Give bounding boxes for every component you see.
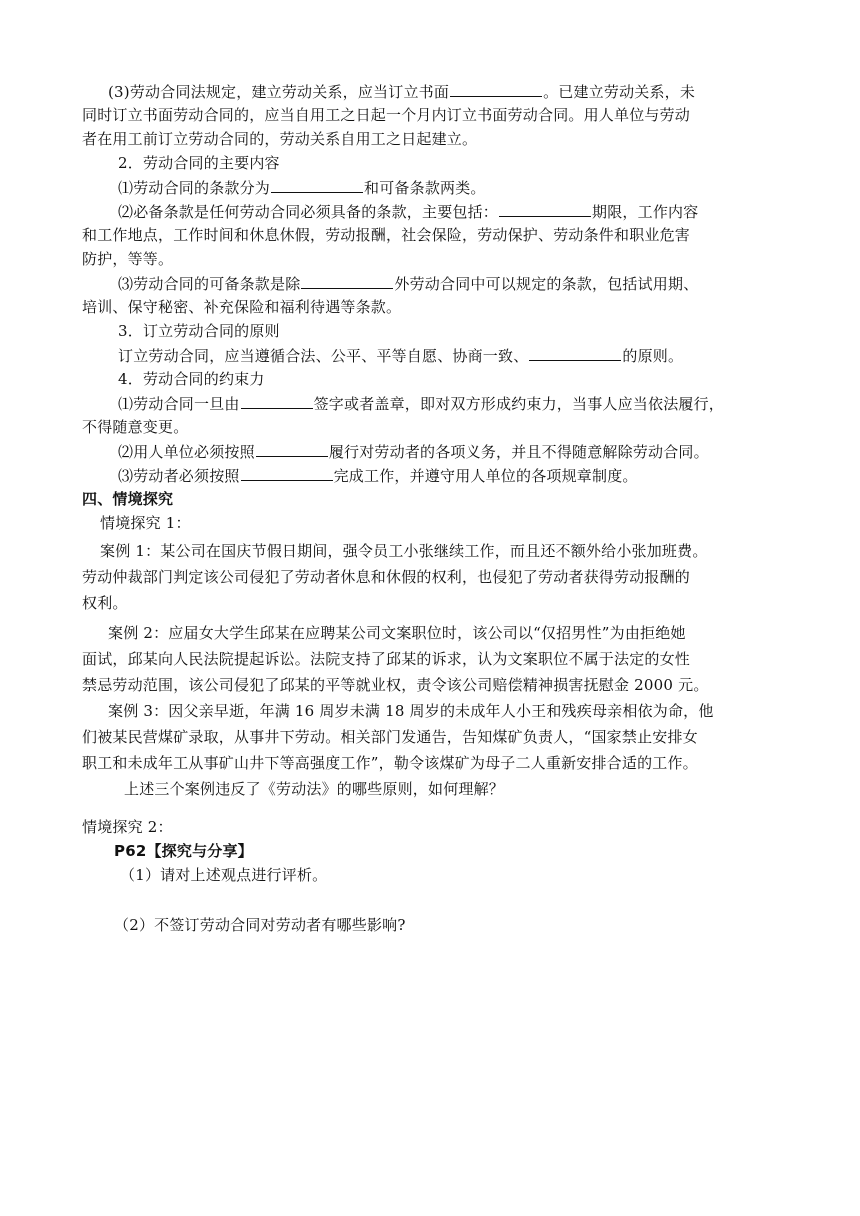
- paragraph-line: [118, 440, 709, 463]
- paragraph-line: [118, 464, 638, 487]
- text: 和可备条款两类。: [364, 179, 486, 197]
- fill-blank[interactable]: [499, 200, 591, 217]
- paragraph-line: 者在用工前订立劳动合同的，劳动关系自用工之日起建立。: [82, 130, 478, 148]
- text: 履行对劳动者的各项义务，并且不得随意解除劳动合同。: [328, 443, 709, 461]
- fill-blank[interactable]: [271, 176, 363, 193]
- text: ⑶劳动者必须按照: [118, 467, 240, 485]
- text: 完成工作，并遵守用人单位的各项规章制度。: [333, 467, 638, 485]
- text: ⑵用人单位必须按照: [118, 443, 255, 461]
- paragraph-line: 劳动仲裁部门判定该公司侵犯了劳动者休息和休假的权利，也侵犯了劳动者获得劳动报酬的: [82, 568, 691, 586]
- paragraph-line: 职工和未成年工从事矿山井下等高强度工作”，勒令该煤矿为母子二人重新安排合适的工作。: [82, 754, 698, 772]
- question-line: （1）请对上述观点进行评析。: [120, 866, 328, 884]
- text: ⑴劳动合同的条款分为: [118, 179, 271, 197]
- fill-blank[interactable]: [256, 440, 328, 457]
- fill-blank[interactable]: [241, 464, 333, 481]
- paragraph-line: 案例 3：因父亲早逝，年满 16 周岁未满 18 周岁的未成年人小王和残疾母亲相依为命，他: [108, 702, 714, 720]
- fill-blank[interactable]: [450, 80, 542, 97]
- paragraph-line: [118, 392, 724, 415]
- paragraph-line: 培训、保守秘密、补充保险和福利待遇等条款。: [82, 298, 402, 316]
- paragraph-line: [118, 176, 486, 199]
- paragraph-line: 们被某民营煤矿录取，从事井下劳动。相关部门发通告，告知煤矿负责人，“国家禁止安排女: [82, 728, 698, 746]
- section-title: 四、情境探究: [82, 490, 174, 508]
- question-line: 上述三个案例违反了《劳动法》的哪些原则，如何理解？: [124, 780, 505, 798]
- paragraph-line: 和工作地点，工作时间和休息休假，劳动报酬，社会保险，劳动保护、劳动条件和职业危害: [82, 226, 691, 244]
- paragraph-line: [118, 344, 683, 367]
- paragraph-line: [118, 272, 698, 295]
- section-heading: 2．劳动合同的主要内容: [118, 154, 280, 172]
- paragraph-line: [118, 200, 698, 223]
- subsection-label: 情境探究 1：: [100, 514, 191, 532]
- text: 。已建立劳动关系，未: [543, 83, 696, 101]
- subsection-label: 情境探究 2：: [82, 818, 173, 836]
- text: 外劳动合同中可以规定的条款，包括试用期、: [394, 275, 699, 293]
- paragraph-line: 同时订立书面劳动合同的，应当自用工之日起一个月内订立书面劳动合同。用人单位与劳动: [82, 106, 691, 124]
- paragraph-line: 禁忌劳动范围，该公司侵犯了邱某的平等就业权，责令该公司赔偿精神损害抚慰金 2000 元。: [82, 676, 709, 694]
- paragraph-line: 权利。: [82, 594, 128, 612]
- text: 签字或者盖章，即对双方形成约束力，当事人应当依法履行，: [313, 395, 725, 413]
- paragraph-line: 防护，等等。: [82, 250, 174, 268]
- section-heading: 4．劳动合同的约束力: [118, 370, 265, 388]
- paragraph-line: [108, 80, 695, 103]
- text: 期限，工作内容: [592, 203, 699, 221]
- fill-blank[interactable]: [301, 272, 393, 289]
- paragraph-line: 案例 2：应届女大学生邱某在应聘某公司文案职位时，该公司以“仅招男性”为由拒绝她: [108, 624, 686, 642]
- text: ⑵必备条款是任何劳动合同必须具备的条款，主要包括：: [118, 203, 499, 221]
- text: 订立劳动合同，应当遵循合法、公平、平等自愿、协商一致、: [118, 347, 529, 365]
- section-heading: 3．订立劳动合同的原则: [118, 322, 280, 340]
- fill-blank[interactable]: [241, 392, 313, 409]
- paragraph-line: 案例 1：某公司在国庆节假日期间，强令员工小张继续工作，而且还不额外给小张加班费。: [100, 542, 708, 560]
- text: (3)劳动合同法规定，建立劳动关系，应当订立书面: [108, 83, 450, 101]
- fill-blank[interactable]: [529, 344, 621, 361]
- text: ⑶劳动合同的可备条款是除: [118, 275, 301, 293]
- paragraph-line: 不得随意变更。: [82, 418, 189, 436]
- text: ⑴劳动合同一旦由: [118, 395, 240, 413]
- paragraph-line: 面试，邱某向人民法院提起诉讼。法院支持了邱某的诉求，认为文案职位不属于法定的女性: [82, 650, 691, 668]
- text: 的原则。: [622, 347, 684, 365]
- activity-title: P62【探究与分享】: [114, 842, 253, 860]
- question-line: （2）不签订劳动合同对劳动者有哪些影响?: [114, 916, 406, 934]
